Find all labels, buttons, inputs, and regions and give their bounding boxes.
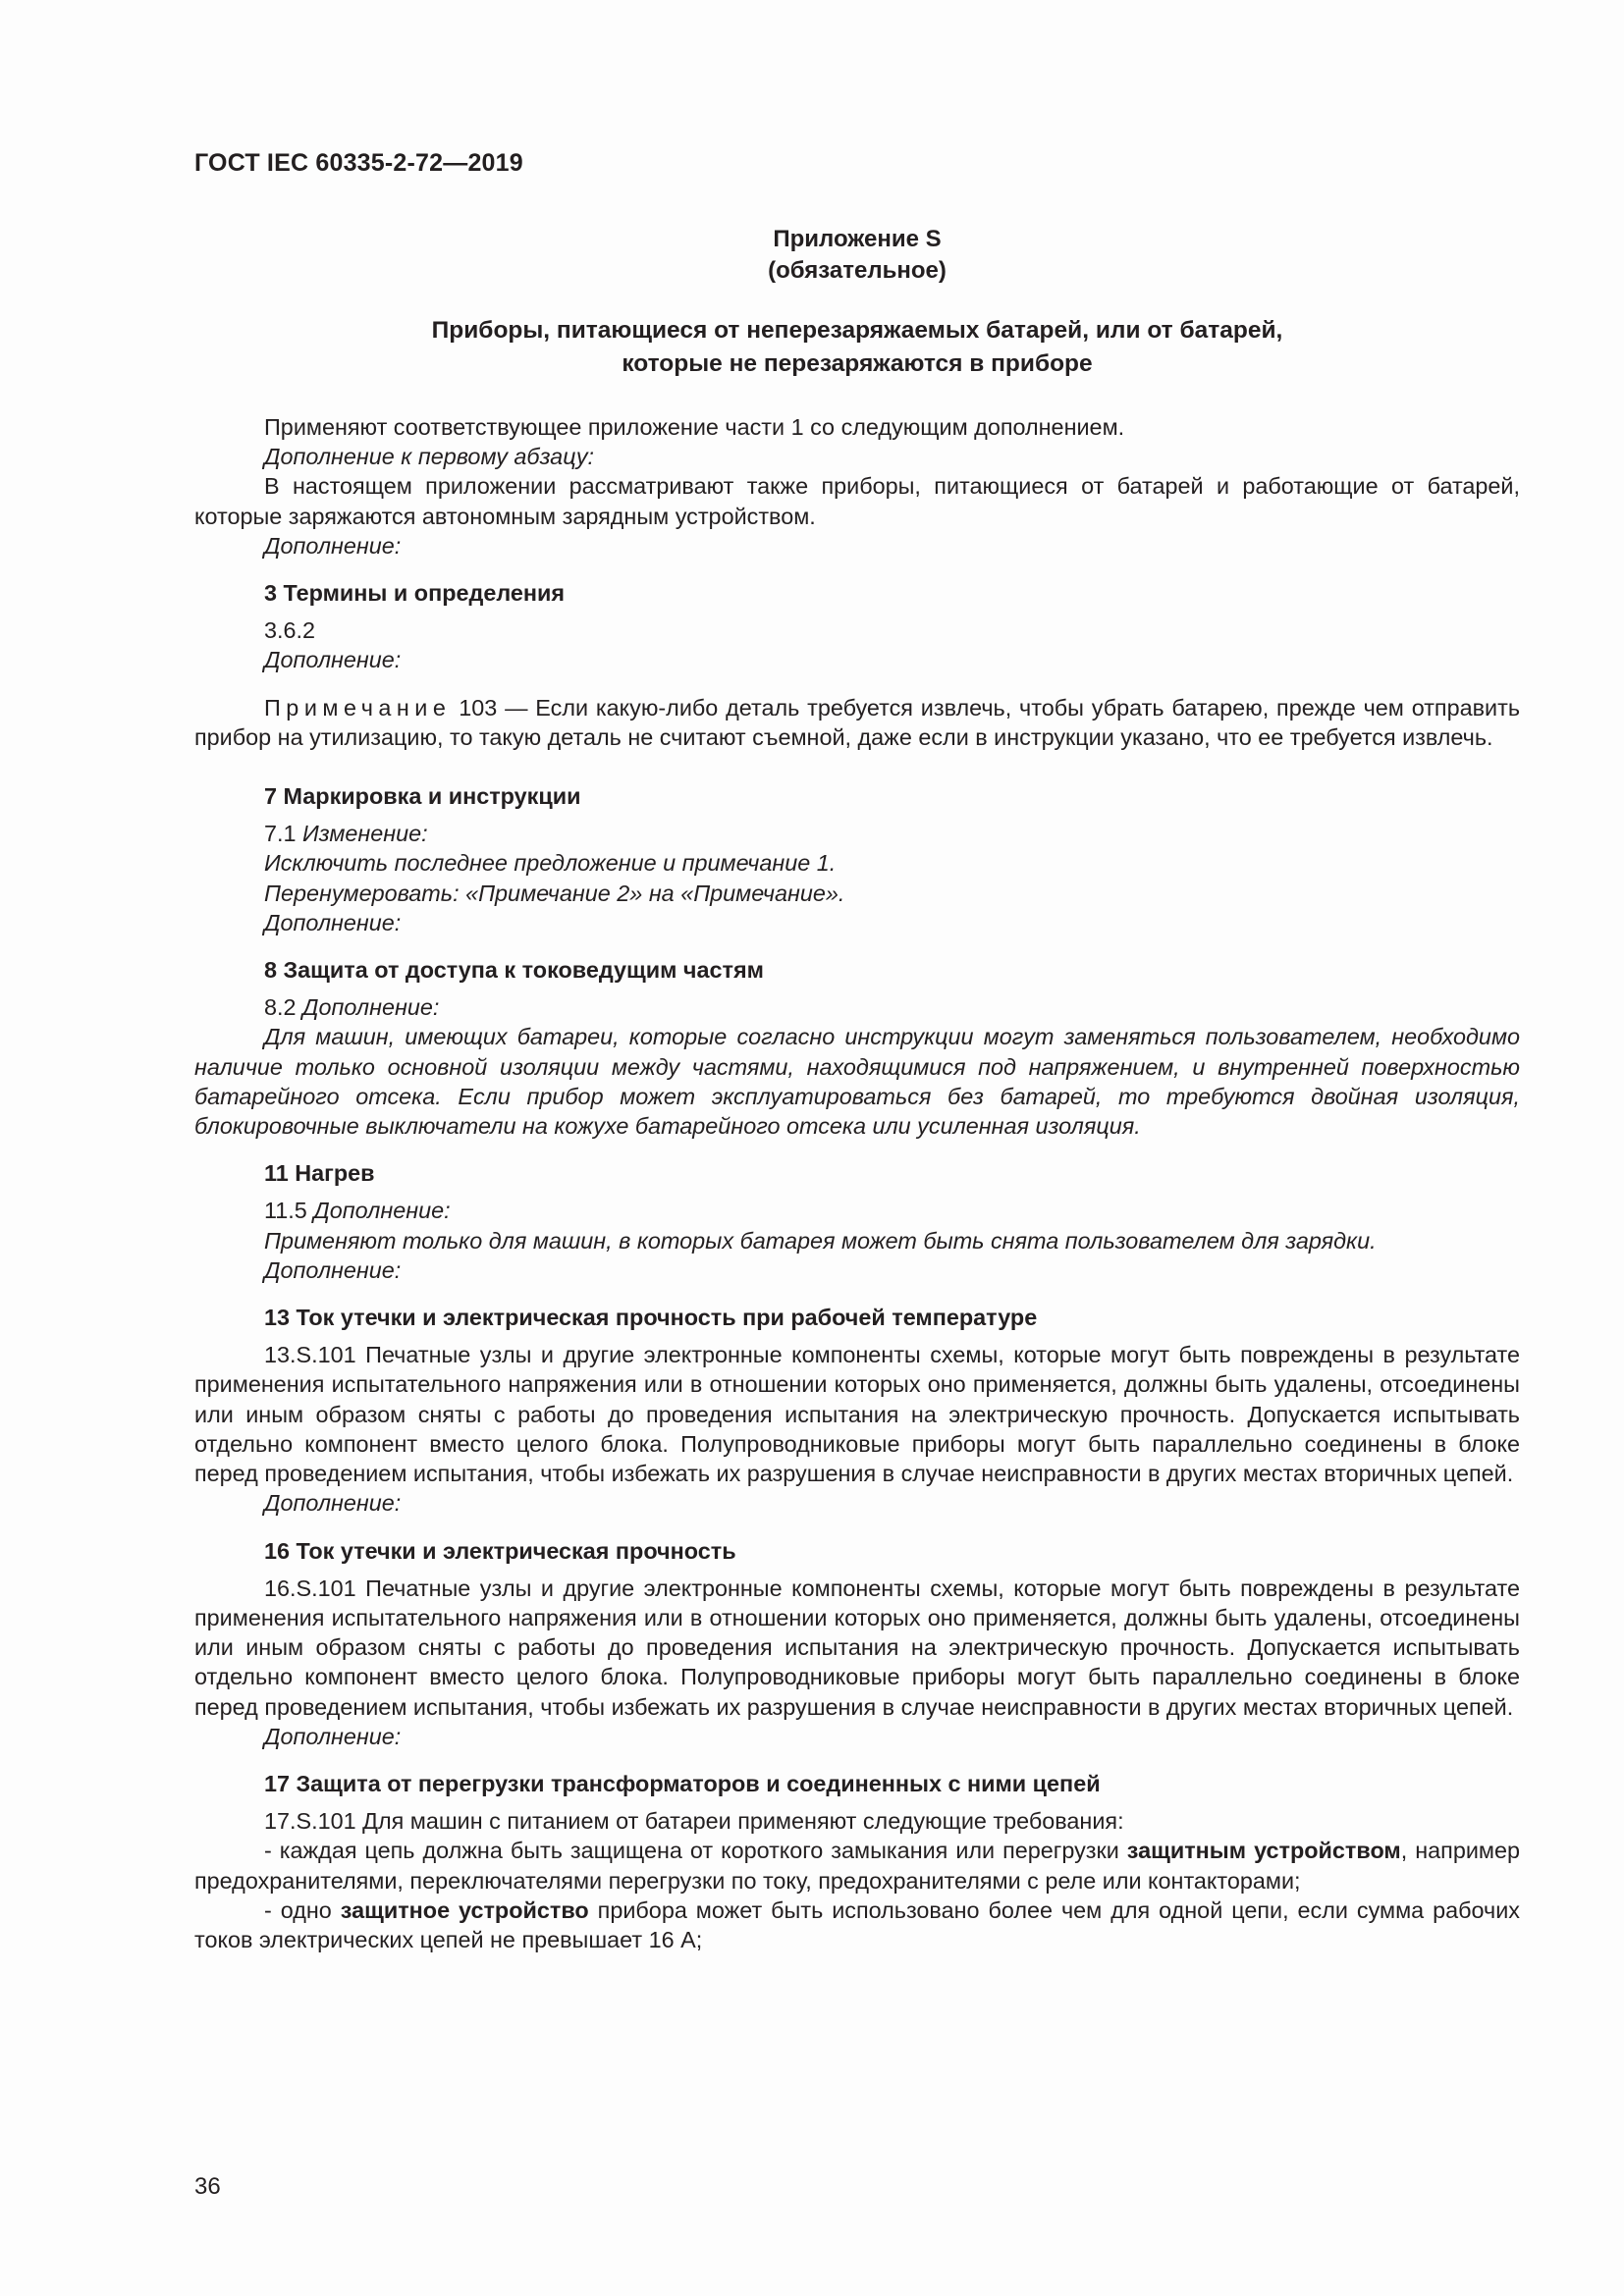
bullet-2-pre: - одно	[264, 1896, 341, 1923]
clause-8-2-number: 8.2	[264, 994, 297, 1021]
section-8-text: Для машин, имеющих батареи, которые согласно инструкции могут заменяться пользователем, необходимо наличие только основной изоляции между частями, находящимися под напряжением, и внутренней поверхностью батарейного отсека. Если прибор может эксплуатироваться без батарей, то требуются двойная изоляция, блокировочные выключатели на кожухе батарейного отсека или усиленная изоляция.	[194, 1024, 1520, 1140]
clause-8-2-addition: Дополнение:	[296, 994, 440, 1021]
section-16-heading: 16 Ток утечки и электрическая прочность	[264, 1537, 736, 1564]
intro-addition: Дополнение:	[264, 532, 402, 559]
annex-label: Приложение S	[773, 226, 942, 252]
annex-title-line1: Приборы, питающиеся от неперезаряжаемых батарей, или от батарей,	[431, 317, 1283, 344]
clause-7-1-number: 7.1	[264, 821, 297, 847]
note-text: 103 — Если какую-либо деталь требуется извлечь, чтобы убрать батарею, прежде чем отправить прибор на утилизацию, то такую деталь не считают съемной, даже если в инструкции указано, что ее требуется извлечь.	[194, 694, 1520, 750]
section-17-bullet-1	[194, 1836, 1520, 1895]
section-16-addition: Дополнение:	[264, 1723, 402, 1749]
section-8-heading: 8 Защита от доступа к токоведущим частям	[264, 957, 764, 984]
intro-paragraph-1: Применяют соответствующее приложение части 1 со следующим дополнением.	[264, 414, 1125, 440]
section-3-addition: Дополнение:	[264, 647, 402, 673]
clause-3-6-2: 3.6.2	[264, 617, 316, 644]
bullet-2-post: прибора может быть использовано более чем для одной цепи, если сумма рабочих токов электрических цепей не превышает 16 А;	[194, 1896, 1520, 1952]
bullet-1-term: защитным устройством	[1126, 1838, 1401, 1864]
section-7-line-2: Перенумеровать: «Примечание 2» на «Примечание».	[264, 880, 845, 906]
section-17-bullet-2	[194, 1896, 1520, 1954]
section-16-text: 16.S.101 Печатные узлы и другие электронные компоненты схемы, которые могут быть повреждены в результате применения испытательного напряжения или в отношении которых оно применяется, должны быть удалены, отсоединены или иным образом сняты с работы до проведения испытания на электрическую прочность. Допускается испытывать отдельно компонент вместо целого блока. Полупроводниковые приборы могут быть параллельно соединены в блоке перед проведением испытания, чтобы избежать их разрушения в случае неисправности в других местах вторичных цепей.	[194, 1575, 1520, 1720]
note-label: Примечание	[264, 694, 452, 721]
intro-addition-first-paragraph: Дополнение к первому абзацу:	[264, 444, 595, 470]
clause-11-5-addition: Дополнение:	[306, 1198, 451, 1224]
section-7-line-1: Исключить последнее предложение и примечание 1.	[264, 850, 837, 877]
clause-7-1	[194, 819, 1520, 848]
document-code: ГОСТ IEC 60335-2-72—2019	[194, 149, 523, 177]
section-7-addition: Дополнение:	[264, 909, 402, 935]
note-103	[194, 693, 1520, 752]
clause-11-5-number: 11.5	[264, 1198, 307, 1224]
section-13-addition: Дополнение:	[264, 1490, 402, 1517]
section-13-text: 13.S.101 Печатные узлы и другие электронные компоненты схемы, которые могут быть повреждены в результате применения испытательного напряжения или в отношении которых оно применяется, должны быть удалены, отсоединены или иным образом сняты с работы до проведения испытания на электрическую прочность. Допускается испытывать отдельно компонент вместо целого блока. Полупроводниковые приборы могут быть параллельно соединены в блоке перед проведением испытания, чтобы избежать их разрушения в случае неисправности в других местах вторичных цепей.	[194, 1342, 1520, 1487]
bullet-1-pre: - каждая цепь должна быть защищена от короткого замыкания или перегрузки	[264, 1838, 1127, 1864]
annex-title-line2: которые не перезаряжаются в приборе	[622, 350, 1093, 377]
section-13-heading: 13 Ток утечки и электрическая прочность при рабочей температуре	[264, 1305, 1038, 1331]
clause-11-5	[194, 1196, 1520, 1225]
section-3-heading: 3 Термины и определения	[264, 580, 566, 607]
section-7-heading: 7 Маркировка и инструкции	[264, 783, 581, 810]
clause-7-1-change: Изменение:	[296, 821, 428, 847]
section-11-text: Применяют только для машин, в которых батарея может быть снята пользователем для зарядки.	[264, 1227, 1377, 1254]
page-content	[194, 224, 1520, 1954]
page-number: 36	[194, 2173, 221, 2200]
bullet-2-term: защитное устройство	[340, 1896, 589, 1923]
bullet-1-post: , например предохранителями, переключателями перегрузки по току, предохранителями с реле или контакторами;	[194, 1838, 1521, 1894]
annex-status: (обязательное)	[768, 257, 947, 284]
intro-paragraph-3: В настоящем приложении рассматривают также приборы, питающиеся от батарей и работающие от батарей, которые заряжаются автономным зарядным устройством.	[194, 473, 1520, 529]
clause-8-2	[194, 992, 1520, 1022]
section-17-heading: 17 Защита от перегрузки трансформаторов и соединенных с ними цепей	[264, 1770, 1101, 1796]
section-11-addition: Дополнение:	[264, 1256, 402, 1283]
section-11-heading: 11 Нагрев	[264, 1160, 375, 1187]
section-17-intro: 17.S.101 Для машин с питанием от батареи применяют следующие требования:	[264, 1808, 1124, 1835]
